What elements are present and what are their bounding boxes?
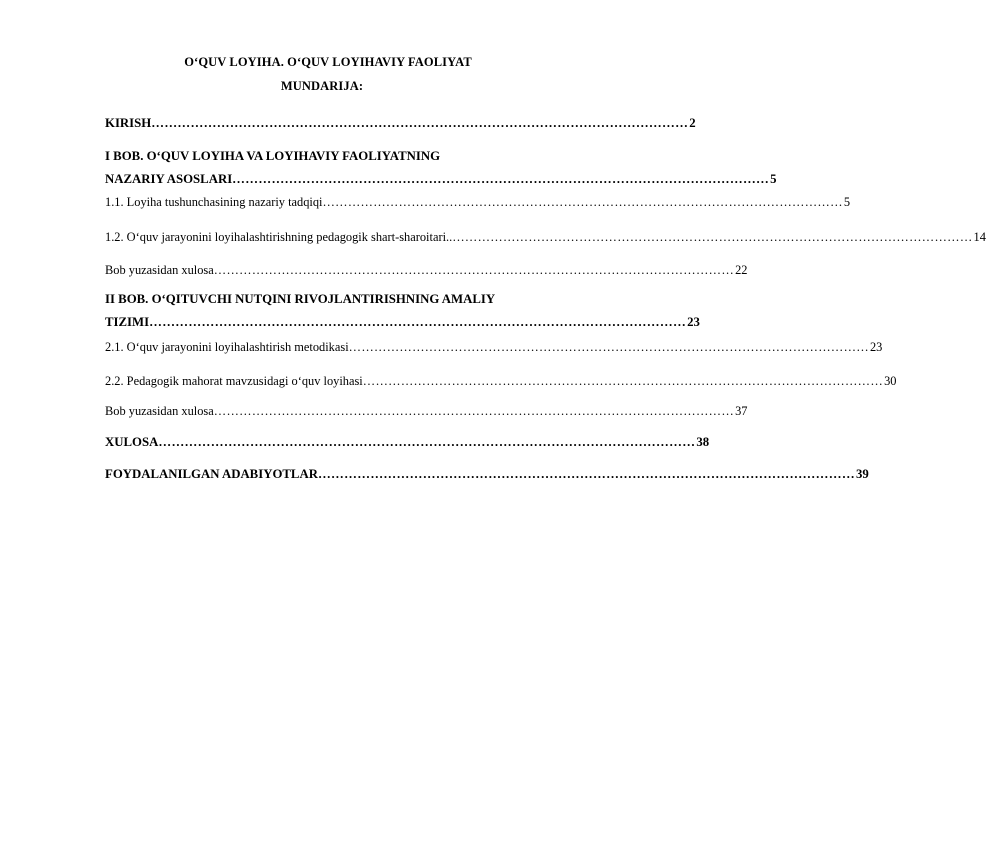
- leader-dots: ……………………………………………………………………………………………………………: [213, 404, 735, 418]
- page-number: 5: [770, 172, 777, 186]
- page-number: 23: [869, 340, 883, 354]
- leader-dots: ……………………………………………………………………………………………………………: [362, 374, 884, 388]
- toc-heading: MUNDARIJA:: [280, 79, 364, 93]
- page-number: 22: [735, 263, 748, 277]
- page-number: 23: [687, 315, 700, 329]
- toc-entry-2-1[interactable]: 2.1. O‘quv jarayonini loyihalashtirish metodikasi …………………………………………………………………………………………………………… 23: [105, 340, 883, 354]
- page-number: 37: [735, 404, 748, 418]
- toc-entry-bob-2-xulosa[interactable]: Bob yuzasidan xulosa …………………………………………………………………………………………………………… 37: [105, 404, 748, 418]
- page-number: 39: [855, 467, 869, 481]
- leader-dots: ……………………………………………………………………………………………………………: [151, 116, 689, 130]
- leader-dots: ……………………………………………………………………………………………………………: [452, 230, 973, 244]
- leader-dots: ……………………………………………………………………………………………………………: [158, 435, 696, 449]
- toc-entry-1-2[interactable]: 1.2. O‘quv jarayonini loyihalashtirishning pedagogik shart-sharoitari.. …………………………………………………………………………………………………………… 14: [105, 230, 986, 244]
- leader-dots: ……………………………………………………………………………………………………………: [149, 315, 687, 329]
- page-number: 14: [973, 230, 986, 244]
- page-number: 2: [689, 116, 696, 130]
- toc-entry-kirish[interactable]: KIRISH …………………………………………………………………………………………………………… 2: [105, 116, 696, 130]
- toc-entry-adabiyotlar[interactable]: FOYDALANILGAN ADABIYOTLAR …………………………………………………………………………………………………………… 39: [105, 467, 869, 481]
- toc-entry-bob-1-xulosa[interactable]: Bob yuzasidan xulosa …………………………………………………………………………………………………………… 22: [105, 263, 748, 277]
- toc-chapter-2-heading: II BOB. O‘QITUVCHI NUTQINI RIVOJLANTIRISHNING AMALIY: [105, 292, 496, 306]
- leader-dots: ……………………………………………………………………………………………………………: [232, 172, 770, 186]
- toc-entry-xulosa[interactable]: XULOSA …………………………………………………………………………………………………………… 38: [105, 435, 710, 449]
- leader-dots: ……………………………………………………………………………………………………………: [213, 263, 735, 277]
- page-number: 5: [843, 195, 851, 209]
- document-title: O‘QUV LOYIHA. O‘QUV LOYIHAVIY FAOLIYAT: [184, 55, 472, 69]
- leader-dots: ……………………………………………………………………………………………………………: [317, 467, 855, 481]
- toc-entry-2-2[interactable]: 2.2. Pedagogik mahorat mavzusidagi o‘quv loyihasi …………………………………………………………………………………………………………… 30: [105, 374, 897, 388]
- toc-entry-tizimi[interactable]: TIZIMI …………………………………………………………………………………………………………… 23: [105, 315, 700, 329]
- toc-chapter-1-heading: I BOB. O‘QUV LOYIHA VA LOYIHAVIY FAOLIYATNING: [105, 149, 441, 163]
- leader-dots: ……………………………………………………………………………………………………………: [348, 340, 869, 354]
- page-number: 38: [696, 435, 710, 449]
- page-number: 30: [884, 374, 897, 388]
- leader-dots: ……………………………………………………………………………………………………………: [322, 195, 843, 209]
- toc-entry-1-1[interactable]: 1.1. Loyiha tushunchasining nazariy tadqiqi …………………………………………………………………………………………………………… 5: [105, 195, 851, 209]
- toc-entry-nazariy-asoslari[interactable]: NAZARIY ASOSLARI …………………………………………………………………………………………………………… 5: [105, 172, 777, 186]
